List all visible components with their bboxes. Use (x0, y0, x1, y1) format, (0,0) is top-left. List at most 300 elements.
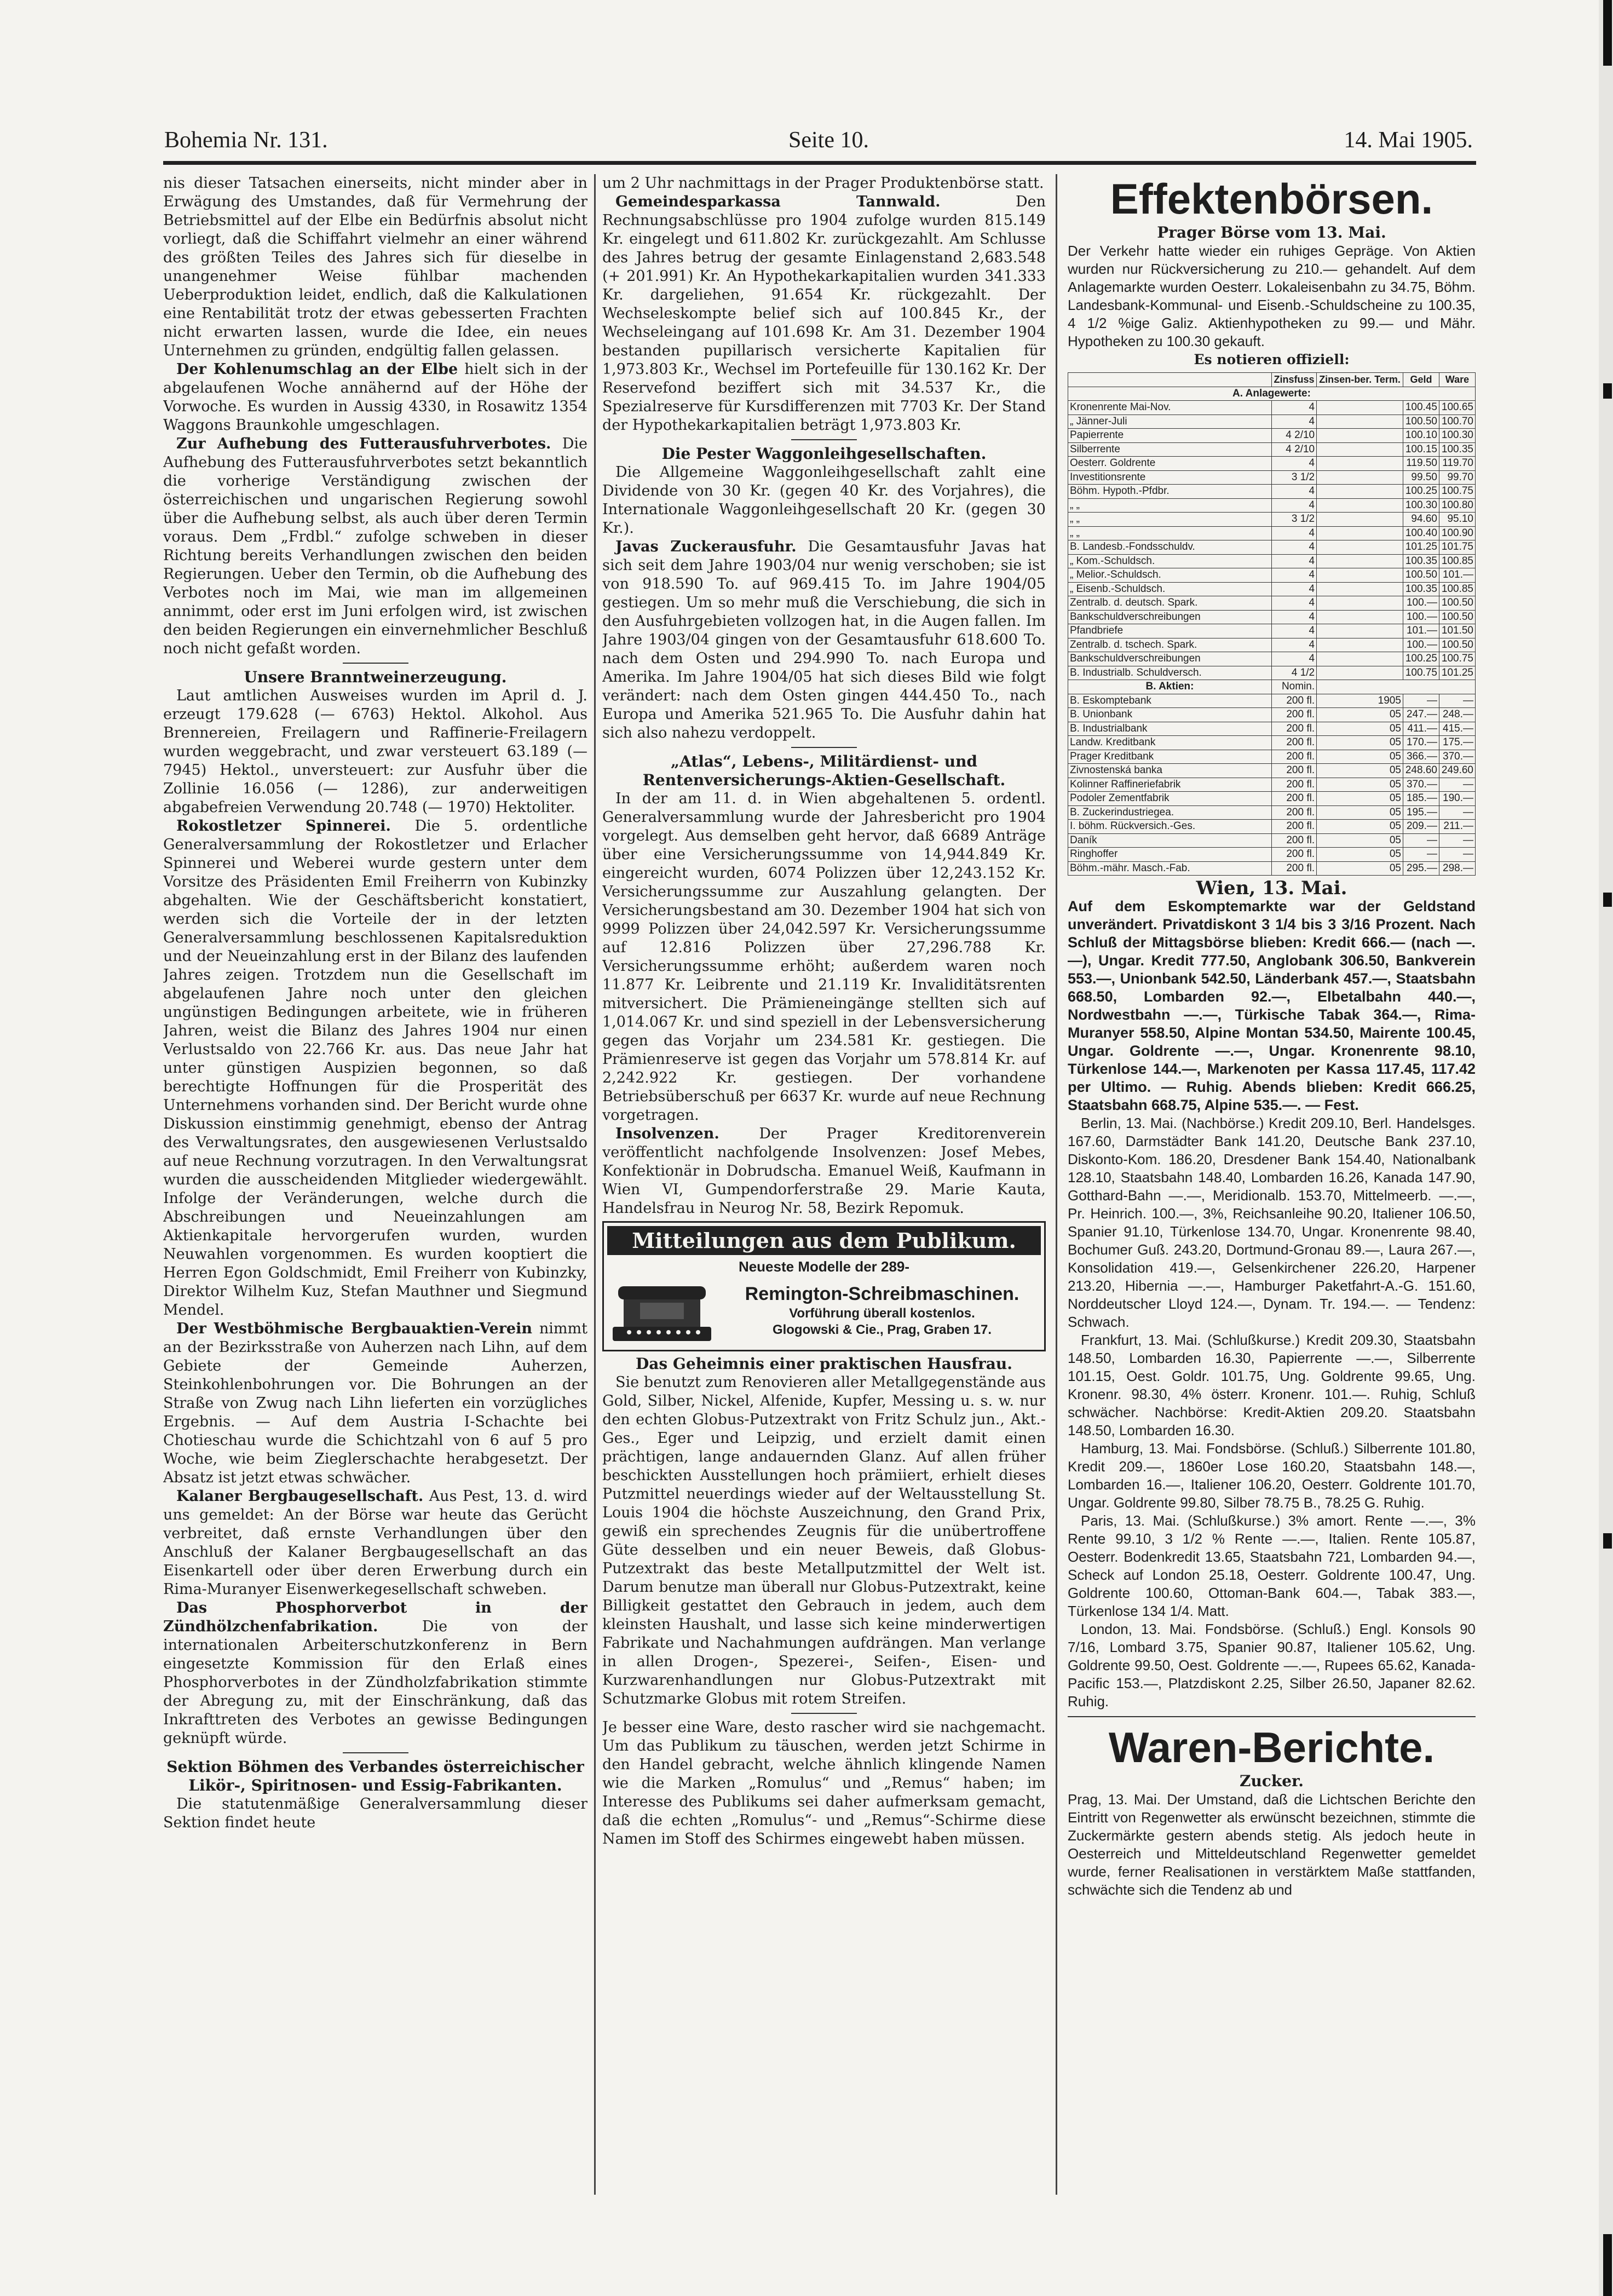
table-cell: 3 1/2 (1272, 513, 1317, 527)
table-row (1068, 694, 1476, 708)
table-cell: 200 fl. (1272, 722, 1317, 736)
table-cell (1317, 568, 1403, 583)
table-cell: 05 (1317, 722, 1403, 736)
quotes-header-cell: Zinsen-ber. Term. (1317, 373, 1403, 387)
article-heading: Der Kohlenumschlag an der Elbe (176, 361, 458, 378)
divider (791, 439, 857, 440)
table-cell: 99.70 (1439, 470, 1475, 485)
scan-mark (1603, 2234, 1612, 2296)
table-section-row (1068, 387, 1476, 401)
table-cell (1317, 498, 1403, 513)
table-cell: 101.— (1439, 568, 1475, 583)
table-cell: 100.50 (1403, 568, 1439, 583)
column-right (1068, 174, 1476, 2211)
table-cell: 4 (1272, 457, 1317, 471)
table-cell: B. Industrialb. Schuldversch. (1068, 666, 1272, 680)
table-cell: 100.30 (1403, 498, 1439, 513)
typewriter-icon (607, 1275, 717, 1346)
table-row (1068, 778, 1476, 792)
table-cell (1317, 401, 1403, 415)
article-heading: Das Geheimnis einer praktischen Hausfrau. (635, 1355, 1013, 1373)
column-divider (594, 174, 596, 2195)
article (602, 1125, 1046, 1218)
exchange-report: Berlin, 13. Mai. (Nachbörse.) Kredit 209.10, Berl. Handelsges. 167.60, Darmstädter Bank 141.20, Deutsche Bank 237.10, Diskonto-Kom. 186.20, Dresdener Bank 154.40, Nationalbank 128.10, Staatsbahn 148.40, Lombarden 16.26, Kanada 147.90, Gotthard-Bahn —.—, Meridionalb. 153.70, Mittelmeerb. —.—, Pr. Heinrich. 100.—, 3%, Reichsanleihe 90.20, Italiener 106.50, Spanier 91.10, Türkenlose 134.70, Ungar. Kronenrente 98.40, Bochumer Guß. 243.20, Dortmund-Gronau 89.—, Laura 267.—, Konsolidation 419.—, Gelsenkirchener 226.20, Harpener 213.20, Hibernia —.—, Hamburger Paketfahrt-A.-G. 151.60, Norddeutscher Lloyd 124.—, Dynam. Tr. 194.—. — Tendenz: Schwach. (1068, 1115, 1476, 1330)
table-cell: 05 (1317, 736, 1403, 750)
table-section-label: B. Aktien: (1068, 680, 1272, 694)
table-cell: 101.25 (1403, 540, 1439, 555)
table-cell: 370.— (1403, 778, 1439, 792)
exchange-report: Paris, 13. Mai. (Schlußkurse.) 3% amort. Rente —.—, 3% Rente 99.10, 3 1/2 % Rente —.—, Italien. Rente 105.87, Oesterr. Bodenkredit 13.65, Staatsbahn 721, Lombarden 94.—, Scheck auf London 25.18, Oesterr. Goldrente 100.47, Ung. Goldrente 100.60, Ottoman-Bank 604.—, Tabak 383.—, Türkenlose 134 1/4. Matt. (1068, 1512, 1476, 1619)
quotes-header-cell: Ware (1439, 373, 1475, 387)
column-divider (1056, 174, 1057, 2195)
remington-advertisement (602, 1221, 1046, 1351)
table-cell: 05 (1317, 792, 1403, 806)
table-row (1068, 652, 1476, 666)
article (163, 817, 587, 1320)
ad-text (723, 1284, 1041, 1339)
article (602, 445, 1046, 538)
table-cell (1317, 442, 1403, 457)
waren-berichte-title: Waren-Berichte. (1108, 1723, 1435, 1771)
table-cell: Zentralb. d. tschech. Spark. (1068, 638, 1272, 652)
table-cell: 200 fl. (1272, 778, 1317, 792)
table-cell: Podoler Zementfabrik (1068, 792, 1272, 806)
article (602, 174, 1046, 193)
table-cell: 100.75 (1439, 485, 1475, 499)
table-row (1068, 540, 1476, 555)
issue-date: 14. Mai 1905. (1344, 128, 1473, 153)
table-cell: 119.70 (1439, 457, 1475, 471)
table-row (1068, 848, 1476, 862)
table-row (1068, 861, 1476, 876)
table-cell: 05 (1317, 805, 1403, 820)
article-text: hielt sich in der abgelaufenen Woche annähernd auf der Höhe der Vorwoche. Es wurden in Aussig 4330, in Rosawitz 1354 Waggons Braunkohle umgeschlagen. (163, 361, 587, 434)
table-cell: 100.75 (1403, 666, 1439, 680)
article (163, 1599, 587, 1748)
divider (343, 663, 408, 664)
prag-boerse-report: Der Verkehr hatte wieder ein ruhiges Gepräge. Von Aktien wurden nur Rückversicherung zu 210.— gehandelt. Auf dem Anlagemarkte wurden Oesterr. Lokaleisenbahn zu 34.75, Böhm. Landesbank-Kommunal- und Eisenb.-Schuldscheine zu 100.35, 4 1/2 %ige Galiz. Aktienhypotheken zu 99.— und Mähr. Hypotheken zu 100.30 gekauft. (1068, 243, 1476, 349)
table-cell: 411.— (1403, 722, 1439, 736)
table-cell: 05 (1317, 820, 1403, 834)
table-cell: 100.35 (1403, 582, 1439, 596)
table-cell: 370.— (1439, 750, 1475, 764)
article (602, 538, 1046, 743)
table-cell (1317, 680, 1476, 694)
article-body (163, 817, 587, 1320)
table-cell: 05 (1317, 861, 1403, 876)
table-row (1068, 498, 1476, 513)
table-cell: 190.— (1439, 792, 1475, 806)
table-cell: 175.— (1439, 736, 1475, 750)
divider (343, 1752, 408, 1753)
table-cell: 4 (1272, 596, 1317, 611)
table-row (1068, 764, 1476, 778)
table-cell: 200 fl. (1272, 848, 1317, 862)
column-middle-articles (602, 174, 1046, 1218)
article-text: Die Aufhebung des Futterausfuhrverbotes setzt bekanntlich die vorherige Verständigung zwischen der österreichischen und ungarischen Regierung sowohl über die Aufhebung selbst, als auch über deren Termin voraus. Dem „Frdbl.“ zufolge schweben in dieser Richtung bereits Verhandlungen zwischen den beiden Regierungen. Ueber den Termin, ob die Aufhebung des Verbotes noch im Mai, wie man im allgemeinen annimmt, oder erst im Juni erfolgen wird, ist zwischen den beiden Regierungen ein einvernehmlicher Beschluß noch nicht gefaßt worden. (163, 435, 587, 657)
table-cell: Zivnostenská banka (1068, 764, 1272, 778)
table-cell: Zentralb. d. deutsch. Spark. (1068, 596, 1272, 611)
table-section-label: A. Anlagewerte: (1068, 387, 1476, 401)
table-row (1068, 513, 1476, 527)
wien-heading: Wien, 13. Mai. (1196, 877, 1347, 899)
table-cell: 05 (1317, 764, 1403, 778)
exchange-report: Frankfurt, 13. Mai. (Schlußkurse.) Kredit 209.30, Staatsbahn 148.50, Lombarden 16.30, Papierrente —.—, Silberrente 101.15, Oest. Goldr. 101.75, Ung. Goldrente 99.65, Ung. Kronenr. 98.30, 4% österr. Kronenr. 101.—. Ruhig, Schluß schwächer. Nachbörse: Kredit-Aktien 209.20. Staatsbahn 148.50, Lombarden 16.30. (1068, 1332, 1476, 1438)
table-cell (1317, 638, 1403, 652)
divider (1068, 1716, 1476, 1717)
table-row (1068, 485, 1476, 499)
table-cell: Pfandbriefe (1068, 624, 1272, 638)
effektenboersen-title: Effektenbörsen. (1110, 175, 1433, 223)
article-body (163, 435, 587, 658)
table-cell: — (1439, 778, 1475, 792)
table-cell (1317, 652, 1403, 666)
table-cell: 101.25 (1439, 666, 1475, 680)
table-cell: 100.80 (1439, 498, 1475, 513)
table-cell: „ „ (1068, 513, 1272, 527)
article-text: Aus Pest, 13. d. wird uns gemeldet: An der Börse war heute das Gerücht verbreitet, daß ernste Verhandlungen über den Anschluß der Kalaner Bergbaugesellschaft an das Eisenkartell oder über deren Erwerbung durch ein Rima-Muranyer Eisenwerkegesellschaft schweben. (163, 1488, 587, 1598)
article-heading: Das Phosphorverbot in der Zündhölzchenfabrikation. (163, 1599, 587, 1635)
table-cell: 100.65 (1439, 401, 1475, 415)
article-text: Den Rechnungsabschlüsse pro 1904 zufolge wurden 815.149 Kr. eingelegt und 611.802 Kr. zurückgezahlt. Am Schlusse des Jahres betrug der gesamte Einlagenstand 2,683.548 (+ 201.991) Kr. An Hypothekarkapitalien wurden 341.333 Kr. dargeliehen, 91.654 Kr. rückgezahlt. Der Wechseleskompte belief sich auf 100.845 Kr., der Wechseleingang auf 101.698 Kr. Am 31. Dezember 1904 bestanden pupillarisch versicherte Kapitalien für 1,973.803 Kr., Wechsel im Portefeuille für 130.162 Kr. Der Reservefond beziffert sich mit 34.537 Kr., die Spezialreserve für Kursdifferenzen mit 7703 Kr. Der Stand der Hypothekarkapitalien beträgt 1,973.803 Kr. (602, 193, 1046, 434)
table-cell: 200 fl. (1272, 764, 1317, 778)
article-heading: Sektion Böhmen des Verbandes österreichischer Likör-, Spiritnosen- und Essig-Fabrikanten. (166, 1758, 584, 1794)
ad-body (607, 1275, 1041, 1346)
table-cell: 100.— (1403, 638, 1439, 652)
column-middle (602, 174, 1046, 2211)
column-middle-notices (602, 1355, 1046, 1849)
table-section-row (1068, 680, 1476, 694)
table-cell: 4 (1272, 415, 1317, 429)
table-cell: 4 (1272, 498, 1317, 513)
table-cell: 248.— (1439, 708, 1475, 722)
table-cell (1317, 582, 1403, 596)
table-cell: 4 2/10 (1272, 442, 1317, 457)
table-cell: 100.50 (1439, 638, 1475, 652)
article-body: um 2 Uhr nachmittags in der Prager Produktenbörse statt. (602, 175, 1044, 192)
table-cell: 05 (1317, 778, 1403, 792)
table-cell: B. Industrialbank (1068, 722, 1272, 736)
article (163, 435, 587, 658)
table-cell (1317, 470, 1403, 485)
table-cell: 05 (1317, 848, 1403, 862)
article-heading: Insolvenzen. (615, 1125, 719, 1142)
table-cell: — (1439, 833, 1475, 848)
table-row (1068, 792, 1476, 806)
article (163, 1487, 587, 1599)
table-cell: Silberrente (1068, 442, 1272, 457)
table-row (1068, 596, 1476, 611)
wien-report: Auf dem Eskomptemarkte war der Geldstand unverändert. Privatdiskont 3 1/4 bis 3 3/16 Prozent. Nach Schluß der Mittagsbörse blieben: Kredit 666.— (nach —.—), Ungar. Kredit 777.50, Anglobank 306.50, Bankverein 553.—, Unionbank 542.50, Länderbank 457.—, Staatsbahn 668.50, Lombarden 92.—, Elbetalbahn 440.—, Nordwestbahn —.—, Türkische Tabak 364.—, Rima-Muranyer 558.50, Alpine Montan 534.50, Mairente 100.45, Ungar. Goldrente —.—, Ungar. Kronenrente 98.10, Türkenlose 144.—, Markenoten per Kassa 117.45, 117.42 per Ultimo. — Ruhig. Abends blieben: Kredit 666.25, Staatsbahn 668.75, Alpine 535.—. — Fest. (1068, 898, 1476, 1113)
table-cell: Papierrente (1068, 429, 1272, 443)
table-cell: 200 fl. (1272, 820, 1317, 834)
article-heading: Der Westböhmische Bergbauaktien-Verein (176, 1320, 533, 1337)
table-row (1068, 708, 1476, 722)
table-cell (1317, 624, 1403, 638)
table-cell: 100.15 (1403, 442, 1439, 457)
table-cell: Böhm. Hypoth.-Pfdbr. (1068, 485, 1272, 499)
table-cell: 200 fl. (1272, 708, 1317, 722)
table-cell: Bankschuldverschreibungen (1068, 610, 1272, 624)
quotes-header-row (1068, 373, 1476, 387)
table-cell: „ „ (1068, 498, 1272, 513)
table-row (1068, 470, 1476, 485)
article-body (163, 1320, 587, 1487)
table-cell: 100.25 (1403, 485, 1439, 499)
table-row (1068, 666, 1476, 680)
table-cell: Investitionsrente (1068, 470, 1272, 485)
foreign-exchanges (1068, 1114, 1476, 1711)
table-cell: 4 2/10 (1272, 429, 1317, 443)
table-cell: 4 (1272, 624, 1317, 638)
table-cell: „ Kom.-Schuldsch. (1068, 554, 1272, 568)
table-cell: — (1403, 833, 1439, 848)
table-cell: 4 (1272, 582, 1317, 596)
table-cell: 4 (1272, 652, 1317, 666)
ad-address: Glogowski & Cie., Prag, Graben 17. (772, 1322, 992, 1337)
table-row (1068, 526, 1476, 540)
table-cell: 195.— (1403, 805, 1439, 820)
table-cell: Böhm.-mähr. Masch.-Fab. (1068, 861, 1272, 876)
ad-section-title: Mitteilungen aus dem Publikum. (607, 1226, 1041, 1255)
table-cell: „ Melior.-Schuldsch. (1068, 568, 1272, 583)
page-number: Seite 10. (788, 128, 869, 153)
table-cell (1317, 596, 1403, 611)
table-cell: 4 (1272, 401, 1317, 415)
prague-quotes-table (1068, 372, 1476, 876)
article-heading: „Atlas“, Lebens-, Militärdienst- und Rentenversicherungs-Aktien-Gesellschaft. (642, 752, 1006, 789)
prag-boerse-heading: Prager Börse vom 13. Mai. (1157, 223, 1386, 241)
newspaper-name-issue: Bohemia Nr. 131. (164, 128, 328, 153)
article-heading: Zur Aufhebung des Futterausfuhrverbotes. (176, 435, 551, 452)
table-row (1068, 820, 1476, 834)
table-cell: „ Eisenb.-Schuldsch. (1068, 582, 1272, 596)
article-body: Sie benutzt zum Renovieren aller Metallgegenstände aus Gold, Silber, Nickel, Alfenide, Kupfer, Messing u. s. w. nur den echten Globus-Putzextrakt von Fritz Schulz jun., Akt.-Ges., Eger und Leipzig, und erzielt damit einen prächtigen, lange andauernden Glanz. Auf allen früher beschickten Ausstellungen hoch prämiiert, erhielt dieses Putzmittel neuerdings wieder auf der Weltausstellung St. Louis 1904 die höchste Auszeichnung, den Grand Prix, gewiß ein sprechendes Zeugnis für die unübertroffene Güte desselben und ein neuer Beweis, daß Globus-Putzextrakt das beste Metallputzmittel der Welt ist. Darum benutze man überall nur Globus-Putzextrakt, keine Billigkeit gestattet den Gebrauch in jedem, auch dem kleinsten Haushalt, und lasse sich keine minderwertigen Fabrikate und Nachahmungen aufdrängen. Man verlange in allen Drogen-, Spezerei-, Seifen-, Eisen- und Kurzwarenhandlungen nur Globus-Putzextrakt mit Schutzmarke Globus mit rotem Streifen. (602, 1374, 1046, 1707)
article-text: nimmt an der Bezirksstraße von Auherzen nach Lihn, auf dem Gebiete der Gemeinde Auherzen, Steinkohlenbohrungen vor. Die Bohrungen an der Straße von Zwug nach Lihn lieferten ein vorzügliches Ergebnis. — Auf dem Austria I-Schachte bei Chotieschau wurde die Schichtzahl von 6 auf 5 pro Woche, wie beim Zieglerschachte herabgesetzt. Der Absatz ist jetzt etwas schwächer. (163, 1320, 587, 1486)
table-cell: 100.90 (1439, 526, 1475, 540)
table-row (1068, 554, 1476, 568)
exchange-report: London, 13. Mai. Fondsbörse. (Schluß.) Engl. Konsols 90 7/16, Lombard 3.75, Spanier 90.87, Italiener 105.62, Ung. Goldrente 99.50, Oest. Goldrente —.—, Rupees 65.62, Kanada-Pacific 153.—, Platzdiskont 2.25, Silber 26.50, Japaner 82.62. Ruhig. (1068, 1621, 1476, 1710)
table-cell: — (1439, 805, 1475, 820)
table-cell: Prager Kreditbank (1068, 750, 1272, 764)
article (163, 174, 587, 360)
table-cell: 100.50 (1439, 596, 1475, 611)
table-cell: Oesterr. Goldrente (1068, 457, 1272, 471)
table-cell: 100.85 (1439, 582, 1475, 596)
table-cell: 248.60 (1403, 764, 1439, 778)
table-cell: 05 (1317, 750, 1403, 764)
article (163, 668, 587, 817)
page-header (164, 127, 1473, 160)
table-row (1068, 610, 1476, 624)
table-cell: 100.45 (1403, 401, 1439, 415)
table-cell: 4 (1272, 540, 1317, 555)
zucker-report: Prag, 13. Mai. Der Umstand, daß die Lichtschen Berichte den Eintritt von Regenwetter als erwünscht bezeichnen, stimmte die Zuckermärkte gestern abends stetig. Als jedoch heute in Oesterreich und Mitteldeutschland Regenwetter gemeldet wurde, ferner Realisationen in verstärktem Maße stattfanden, schwächte sich die Tendenz ab und (1068, 1791, 1476, 1898)
article-body (163, 360, 587, 435)
article-heading: Die Pester Waggonleihgesellschaften. (661, 445, 987, 463)
table-cell: 101.— (1403, 624, 1439, 638)
table-cell: 4 (1272, 485, 1317, 499)
article-body (163, 1487, 587, 1599)
table-cell: 200 fl. (1272, 750, 1317, 764)
table-cell: B. Landesb.-Fondsschuldv. (1068, 540, 1272, 555)
table-cell: 415.— (1439, 722, 1475, 736)
table-cell: 100.25 (1403, 652, 1439, 666)
table-cell: B. Zuckerindustriegea. (1068, 805, 1272, 820)
table-cell: 211.— (1439, 820, 1475, 834)
table-cell: 4 1/2 (1272, 666, 1317, 680)
table-cell: Kronenrente Mai-Nov. (1068, 401, 1272, 415)
quotes-header-cell (1068, 373, 1272, 387)
article (163, 1758, 587, 1832)
article-body (602, 193, 1046, 435)
table-cell: 05 (1317, 833, 1403, 848)
table-cell: Landw. Kreditbank (1068, 736, 1272, 750)
scan-mark (1603, 0, 1612, 66)
table-cell: 05 (1317, 708, 1403, 722)
table-cell: I. böhm. Rückversich.-Ges. (1068, 820, 1272, 834)
table-cell: 4 (1272, 526, 1317, 540)
table-cell: — (1403, 694, 1439, 708)
article-text: Die 5. ordentliche Generalversammlung der Rokostletzer und Erlacher Spinnerei und Weberei wurde gestern unter dem Vorsitze des Präsidenten Emil Freiherrn von Kubinzky abgehalten. Wie der Geschäftsbericht konstatiert, werden sich die Vorteile der in der letzten Generalversammlung beschlossenen Kapitalsreduktion und der Neueinzahlung erst in der Bilanz des laufenden Jahres zeigen. Trotzdem nun die Gesellschaft im abgelaufenen Jahre noch unter den gleichen ungünstigen Bedingungen arbeitete, wie in früheren Jahren, weist die Bilanz des Jahres 1904 nur einen Verlustsaldo von 22.766 Kr. aus. Das neue Jahr hat unter günstigen Auspizien begonnen, so daß berechtigte Hoffnungen für die Prosperität des Unternehmens vorhanden sind. Der Bericht wurde ohne Diskussion einstimmig genehmigt, ebenso der Antrag des Verwaltungsrates, den ausgewiesenen Verlustsaldo auf neue Rechnung vorzutragen. In den Verwaltungsrat wurden die ausscheidenden Mitglieder wiedergewählt. Infolge der Veränderungen, welche durch die Abschreibungen und Neueinzahlungen am Aktienkapitale hervorgerufen wurden, wurden Neuwahlen vorgenommen. Es wurden kooptiert die Herren Egon Goldschmidt, Emil Freiherr von Kubinzky, Direktor Wilhelm Kuz, Stefan Mauthner und Siegmund Mendel. (163, 818, 587, 1319)
table-row (1068, 750, 1476, 764)
article-body (163, 1599, 587, 1748)
table-row (1068, 457, 1476, 471)
scan-edge (1599, 0, 1613, 2296)
table-cell: — (1439, 848, 1475, 862)
column-left (163, 174, 587, 2211)
divider (791, 747, 857, 748)
article-body (602, 538, 1046, 743)
table-row (1068, 582, 1476, 596)
table-cell: 170.— (1403, 736, 1439, 750)
header-rule (163, 161, 1476, 165)
official-quotes-label: Es notieren offiziell: (1194, 352, 1350, 367)
table-row (1068, 805, 1476, 820)
article (602, 1718, 1046, 1849)
table-cell: 100.50 (1403, 415, 1439, 429)
article-text: Die von der internationalen Arbeiterschutzkonferenz in Bern eingesetzte Kommission für den Erlaß eines Phosphorverbotes in der Zündholzfabrikation stimmte der Abregung zu, mit der Einschränkung, daß das Inkrafttreten des Verbotes an gewisse Bedingungen geknüpft würde. (163, 1618, 587, 1747)
table-cell (1317, 526, 1403, 540)
exchange-report: Hamburg, 13. Mai. Fondsbörse. (Schluß.) Silberrente 101.80, Kredit 209.—, 1860er Lose 160.20, Staatsbahn 148.—, Lombarden 16.—, Italiener 106.20, Oesterr. Goldrente 101.70, Ungar. Goldrente 99.80, Silber 78.75 B., 78.25 G. Ruhig. (1068, 1440, 1476, 1511)
table-cell: 94.60 (1403, 513, 1439, 527)
table-cell: 249.60 (1439, 764, 1475, 778)
scan-mark (1603, 383, 1612, 399)
article-body: Die Allgemeine Waggonleihgesellschaft zahlt eine Dividende von 30 Kr. (gegen 40 Kr. des Vorjahres), die Internationale Waggonleihgesellschaft 20 Kr. (gegen 30 Kr.). (602, 464, 1046, 537)
table-cell: 100.70 (1439, 415, 1475, 429)
quotes-header-cell: Geld (1403, 373, 1439, 387)
table-row (1068, 638, 1476, 652)
table-cell: 209.— (1403, 820, 1439, 834)
table-cell: B. Unionbank (1068, 708, 1272, 722)
article (163, 360, 587, 435)
table-cell: 100.30 (1439, 429, 1475, 443)
article-heading: Unsere Branntweinerzeugung. (244, 668, 507, 686)
article-body: nis dieser Tatsachen einerseits, nicht minder aber in Erwägung des Umstandes, daß für Vermehrung der Betriebsmittel auf der Elbe ein Bedürfnis absolut nicht vorliegt, daß die Schiffahrt vielmehr an einer während des größten Teiles des Jahres sich für dieselbe in unangenehmer Weise fühlbar machenden Ueberproduktion leidet, endlich, daß die Kalkulationen eine Rentabilität trotz der etwas gebesserten Frachten nicht erwarten lassen, wurde die Idee, ein neues Unternehmen zu gründen, endgültig fallen gelassen. (163, 175, 587, 359)
article-heading: Javas Zuckerausfuhr. (615, 538, 797, 555)
table-cell: 101.50 (1439, 624, 1475, 638)
table-row (1068, 833, 1476, 848)
ad-models-line: Neueste Modelle der 289- (738, 1258, 910, 1275)
quotes-header-cell: Zinsfuss (1272, 373, 1317, 387)
table-cell: 119.50 (1403, 457, 1439, 471)
table-cell: 100.— (1403, 596, 1439, 611)
table-cell: 1905 (1317, 694, 1403, 708)
table-cell: 100.85 (1439, 554, 1475, 568)
table-cell: 4 (1272, 568, 1317, 583)
table-row (1068, 624, 1476, 638)
article-body: Laut amtlichen Ausweises wurden im April d. J. erzeugt 179.628 (— 6763) Hektol. Alkohol. Aus Brennereien, Freilagern und Raffinerie-Freilagern wurden weggebracht, und zwar versteuert 63.189 (— 7945) Hektol., unversteuert: zur Ausfuhr über die Zollinie 16.056 (— 1286), zur anderweitigen abgabefreien Verwendung 20.748 (— 1970) Hektoliter. (163, 687, 587, 816)
table-cell (1317, 513, 1403, 527)
table-cell (1317, 554, 1403, 568)
table-cell: 247.— (1403, 708, 1439, 722)
table-cell: 100.10 (1403, 429, 1439, 443)
table-cell: 295.— (1403, 861, 1439, 876)
article-text: Die Gesamtausfuhr Javas hat sich seit dem Jahre 1903/04 nur wenig verschoben; sie ist von 918.590 To. auf 969.415 To. im Jahre 1904/05 gestiegen. Um so mehr muß die Verschiebung, die sich in den Ausfuhrgebieten vollzogen hat, in die Augen fallen. Im Jahre 1903/04 gingen von der Gesamtausfuhr 618.600 To. nach dem Osten und 294.990 To. nach Europa und Amerika. Im Jahre 1904/05 hat sich dieses Bild wie folgt verändert: nach dem Osten gingen 444.450 To., nach Europa und Amerika 521.965 To. Die Ausfuhr dahin hat sich also nahezu verdoppelt. (602, 538, 1046, 741)
table-row (1068, 568, 1476, 583)
table-cell (1317, 666, 1403, 680)
article-body: Die statutenmäßige Generalversammlung dieser Sektion findet heute (163, 1796, 587, 1831)
article (602, 1355, 1046, 1708)
table-cell: „ „ (1068, 526, 1272, 540)
article-heading: Kalaner Bergbaugesellschaft. (176, 1488, 424, 1505)
article (163, 1320, 587, 1487)
article-heading: Gemeindesparkassa Tannwald. (615, 193, 941, 210)
scan-mark (1603, 1533, 1612, 1549)
table-cell: Bankschuldverschreibungen (1068, 652, 1272, 666)
table-cell: — (1439, 694, 1475, 708)
table-cell (1317, 429, 1403, 443)
article-body: In der am 11. d. in Wien abgehaltenen 5. ordentl. Generalversammlung wurde der Jahresbericht pro 1904 vorgelegt. Aus demselben geht hervor, daß 6689 Anträge über eine Versicherungssumme von 14,944.849 Kr. eingereicht wurden, 6074 Polizzen über 12,243.152 Kr. Versicherungssumme zur Auszahlung gelangten. Der Versicherungsbestand am 30. Dezember 1904 hat sich von 9999 Polizzen über 24,042.597 Kr. Versicherungssumme auf 12.816 Polizzen über 27,296.788 Kr. Versicherungssumme erhöht; außerdem waren noch 11.877 Kr. Leibrente und 21.119 Kr. Invaliditätsrenten mitversichert. Die Prämieneingänge stellten sich auf 1,014.067 Kr. und sind speziell in der Lebensversicherung gegen das Vorjahr um 234.581 Kr. gestiegen. Die Prämienreserve ist gegen das Vorjahr um 578.814 Kr. auf 2,242.922 Kr. gestiegen. Der vorhandene Betriebsüberschuß per 6637 Kr. wurde auf neue Rechnung vorgetragen. (602, 790, 1046, 1124)
table-cell: 100.35 (1439, 442, 1475, 457)
table-cell: 366.— (1403, 750, 1439, 764)
table-cell: 101.75 (1439, 540, 1475, 555)
nominal-label: Nomin. (1272, 680, 1317, 694)
table-cell: 4 (1272, 554, 1317, 568)
table-cell: 3 1/2 (1272, 470, 1317, 485)
article-text: Der Prager Kreditorenverein veröffentlicht nachfolgende Insolvenzen: Josef Mebes, Konfektionär in Dobrudscha. Emanuel Weiß, Kaufmann in Wien VI, Gumpendorferstraße 29. Marie Kauta, Handelsfrau in Neurog Nr. 58, Bezirk Repomuk. (602, 1125, 1046, 1217)
table-cell: 200 fl. (1272, 861, 1317, 876)
table-row (1068, 401, 1476, 415)
table-row (1068, 736, 1476, 750)
table-cell: 200 fl. (1272, 833, 1317, 848)
scan-mark (1603, 893, 1612, 907)
table-cell: 100.40 (1403, 526, 1439, 540)
table-cell (1317, 540, 1403, 555)
table-cell: 200 fl. (1272, 694, 1317, 708)
ad-brand: Remington-Schreibmaschinen. (745, 1283, 1019, 1304)
article (602, 193, 1046, 435)
table-cell: 100.35 (1403, 554, 1439, 568)
article-heading: Rokostletzer Spinnerei. (176, 818, 391, 835)
table-cell: 100.75 (1439, 652, 1475, 666)
table-cell: 4 (1272, 638, 1317, 652)
zucker-heading: Zucker. (1240, 1772, 1304, 1790)
table-cell: 4 (1272, 610, 1317, 624)
table-cell: 200 fl. (1272, 805, 1317, 820)
divider (791, 1713, 857, 1714)
ad-line: Vorführung überall kostenlos. (789, 1305, 975, 1321)
table-row (1068, 415, 1476, 429)
article (602, 752, 1046, 1125)
table-cell: 185.— (1403, 792, 1439, 806)
table-cell: 95.10 (1439, 513, 1475, 527)
table-cell: 200 fl. (1272, 736, 1317, 750)
table-row (1068, 442, 1476, 457)
table-cell (1317, 457, 1403, 471)
table-cell (1317, 485, 1403, 499)
table-cell: Daník (1068, 833, 1272, 848)
